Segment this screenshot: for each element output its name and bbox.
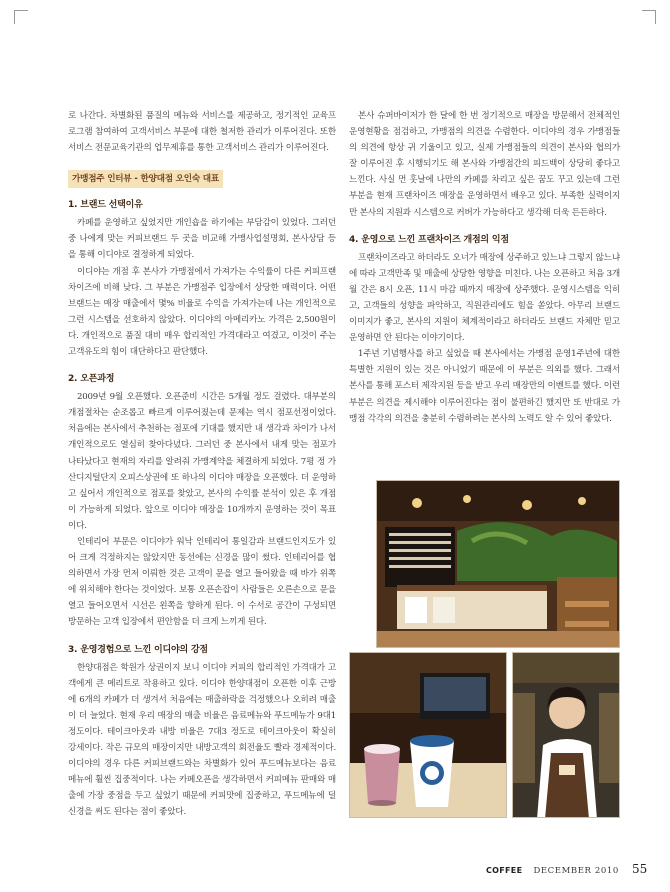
section-title-opening-process: 2. 오픈과정 — [68, 374, 115, 385]
right-intro-paragraph: 본사 슈퍼바이저가 한 달에 한 번 정기적으로 매장을 방문해서 전체적인 운영현황을 점검하고, 가맹점의 의견을 수렴한다. 이디야의 경우 가맹점들의 의견에 항상 귀 기울이고 있고, 실제 가맹점들의 의견이 본사와 협의가 잘 이루어진 후 시행되기도 해 본사와 가맹점간의 피드백이 상당히 좋다고 느낀다. 사실 먼 훗날에 나만의 카페를 차리고 싶은 꿈도 꾸고 있는데 그런 부분을 현재 프랜차이즈 매장을 운영하면서 배우고 있다. 부족한 실력이지만 본사의 지원과 시스템으로 커버가 가능하다고 생각해 더욱 든든하다. — [349, 111, 620, 218]
section-paragraph: 카페를 운영하고 싶었지만 개인숍을 하기에는 부담감이 있었다. 그러던 중 나에게 맞는 커피브랜드 두 곳을 비교해 가맹사업설명회, 본사상담 등을 통해 이디야로 결정하게 되었다. — [68, 218, 336, 261]
section-title-brand-choice: 1. 브랜드 선택이유 — [68, 200, 143, 211]
section-paragraph: 한양대점은 학원가 상권이지 보니 이디야 커피의 합리적인 가격대가 고객에게 큰 메리트로 작용하고 있다. 이디야 한양대점이 오픈한 이후 근방에 6개의 카페가 더 생겨서 처음에는 매출하락을 걱정했으나 오히려 매출이 더 늘었다. 현재 우리 매장의 매출 비율은 음료메뉴와 푸드메뉴가 9대1 정도이다. 테이크아웃과 내방 비율은 7대3 정도로 테이크아웃이 확실히 강세이다. 작은 규모의 매장이지만 내방고객의 회전율도 빨라 경제적이다. 이디야의 경우 다른 커피브랜드와는 차별화가 있어 푸드메뉴보다는 음료메뉴에 훨씬 집중적이다. 나는 카페오픈을 생각하면서 커피메뉴 판매와 매출에 가장 중점을 두고 싶었기 때문에 커피맛에 집중하고, 푸드메뉴에 덜 신경을 써도 된다는 점이 좋았다. — [68, 662, 336, 818]
owner-portrait-illustration — [513, 653, 620, 818]
section-title-franchise-merits: 4. 운영으로 느낀 프랜차이즈 개점의 익점 — [349, 234, 509, 245]
section-paragraph: 2009년 9월 오픈했다. 오픈준비 시간은 5개월 정도 걸렸다. 대부분의 개점절차는 순조롭고 빠르게 이루어졌는데 문제는 역시 점포선정이었다. 처음에는 본사에서 추천하는 점포에 기대를 했지만 내 생각과 차이가 나서 개인적으로도 열심히 찾아다녔다. 그러던 중 본사에서 내게 맞는 점포가 나타났다고 현재의 자리를 알려줘 가맹계약을 체결하게 되었다. 7평 정 가산디지털단지 오피스상권에 또 하나의 이디야 매장을 오픈했다. 더 운영하고 싶어서 개인적으로 점포를 찾았고, 본사의 수익률 분석이 있은 후 개점이 가능하게 되었다. 앞으로 이디야 매장을 10개까지 운영하는 것이 목표이다. — [68, 392, 336, 531]
crop-mark-top-left — [14, 10, 28, 24]
interview-tag: 가맹점주 인터뷰 - 한양대점 오인숙 대표 — [68, 170, 223, 188]
left-column — [68, 108, 336, 820]
magazine-brand: COFFEE — [486, 866, 523, 875]
coffee-cups-illustration — [350, 653, 507, 818]
right-column — [349, 108, 620, 427]
franchise-owner-photo — [512, 652, 620, 818]
section-paragraph: 인테리어 부문은 이디야가 워낙 인테리어 통일감과 브랜드인지도가 있어 크게 걱정하지는 않았지만 동선에는 신경을 많이 썼다. 인테리어를 협의하면서 가장 먼저 이뤄한 것은 고객이 문을 열고 들어왔을 때 바가 위쪽에 위치해야 한다는 것이었다. 보통 오픈손잡이 사람들은 오른손으로 문을 열고 들어오면서 시선은 왼쪽을 향하게 된다. 이 수서로 공간이 구성되면 방문하는 고객 입장에서 편안함을 더 크게 느끼게 된다. — [68, 536, 336, 628]
section-paragraph: 1주년 기념행사를 하고 싶었을 때 본사에서는 가맹점 운영1주년에 대한 특별한 지원이 있는 것은 아니었기 때문에 이 부분은 의외를 했다. 그래서 본사를 통해 포스터 제작지원 등을 받고 우리 매장만의 이벤트를 했다. 이런 부분은 의견을 제시해야 이루어진다는 점이 불편하긴 했지만 또 반대로 가맹점 각각의 의견을 충분히 수렴하려는 본사의 노력도 알 수 있어 좋았다. — [349, 349, 620, 424]
issue-date: DECEMBER 2010 — [533, 866, 619, 876]
page-footer — [486, 858, 647, 877]
coffee-cups-photo — [349, 652, 507, 818]
section-paragraph: 이디야는 개점 후 본사가 가맹점에서 가져가는 수익률이 다른 커피프랜차이즈에 비해 낮다. 그 부분은 가맹점주 입장에서 상당한 매력이다. 어떤 브랜드는 매장 매출에서 몇% 비율로 수익을 가져가는데 나는 개인적으로 그런 시스템을 선호하지 않았다. 이디야의 아메리카노 가격은 2,500원이다. 개인적으로 품질 대비 매우 합리적인 가격대라고 여겼고, 이것이 주는 고객유도의 힘이 대단하다고 판단했다. — [68, 266, 336, 358]
crop-mark-top-right — [642, 10, 656, 24]
cafe-interior-photo — [376, 480, 620, 648]
section-paragraph: 프랜차이즈라고 하더라도 오너가 매장에 상주하고 있느냐 그렇지 않느냐에 따라 고객만족 및 매출에 상당한 영향을 미친다. 나는 오픈하고 처음 3개 월 간은 8시 오픈, 11시 마감 때까지 매장에 상주했다. 운영시스템을 익히고, 고객들의 성향을 파악하고, 직원관리에도 힘을 쏟았다. 아무리 브랜드 이미지가 좋고, 본사의 지원이 체계적이라고 하더라도 브랜드 자체만 믿고 운영하면 안 된다는 이야기이다. — [349, 252, 620, 344]
page-number: 55 — [631, 862, 648, 876]
section-title-strengths: 3. 운영경험으로 느낀 이디야의 강점 — [68, 644, 208, 655]
left-intro-paragraph: 로 나간다. 차별화된 품질의 메뉴와 서비스를 제공하고, 정기적인 교육프로그램 참여하여 고객서비스 부문에 대한 철저한 관리가 이루어진다. 또한 서비스 전문교육기관의 업무제휴를 통한 고객서비스 관리가 이루어진다. — [68, 111, 336, 154]
cafe-interior-illustration — [377, 481, 620, 648]
